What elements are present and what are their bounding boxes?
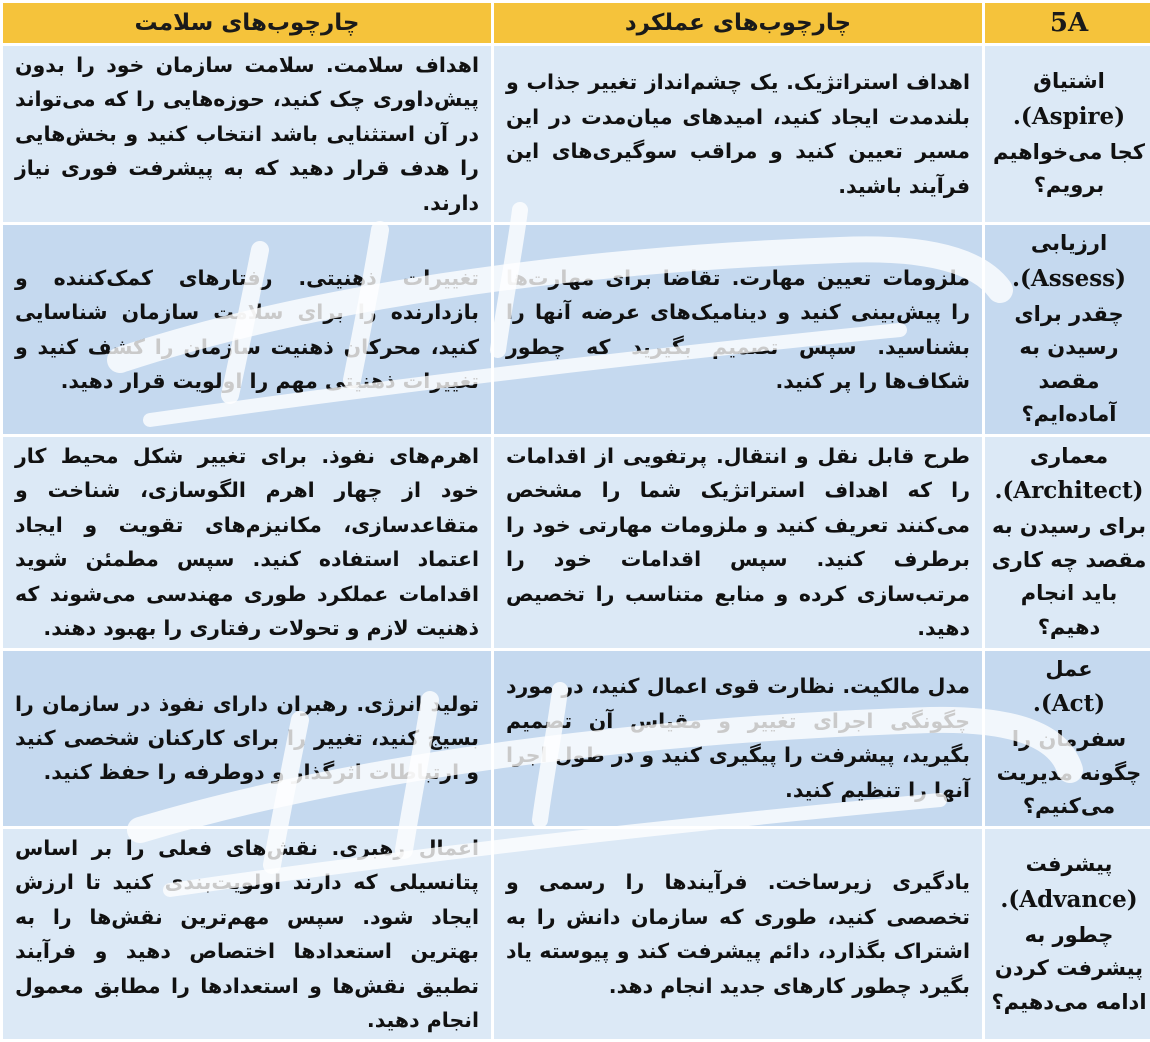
stage-name: اشتیاق <box>1033 69 1105 94</box>
stage-cell <box>985 225 1150 434</box>
stage-question: چقدر برای رسیدن به مقصد آماده‌ایم؟ <box>1014 301 1124 427</box>
health-cell: تغییرات ذهنیتی. رفتارهای کمک‌کننده و بازدارنده را برای سلامت سازمان شناسایی کنید، محرکان ذهنیت سازمان را کشف کنید و تغییرات ذهنیتی مهم را اولویت قرار دهید. <box>3 225 491 434</box>
performance-cell: مدل مالکیت. نظارت قوی اعمال کنید، در مورد چگونگی اجرای تغییر و مقیاس آن تصمیم بگیرید، پیشرفت را پیگیری کنید و در طول اجرا آنها را تنظیم کنید. <box>494 651 982 826</box>
performance-cell: اهداف استراتژیک. یک چشم‌انداز تغییر جذاب و بلندمدت ایجاد کنید، امیدهای میان‌مدت در این مسیر تعیین کنید و مراقب سوگیری‌های این فرآیند باشید. <box>494 46 982 222</box>
stage-question: کجا می‌خواهیم برویم؟ <box>993 139 1145 198</box>
stage-english: (Aspire). <box>1012 102 1126 130</box>
stage-cell <box>985 651 1150 826</box>
performance-cell: طرح قابل نقل و انتقال. پرتفویی از اقدامات را که اهداف استراتژیک شما را مشخص می‌کنند تعریف کنید و ملزومات مهارتی خود را برطرف کنید. سپس اقدامات خود را مرتب‌سازی کرده و منابع متناسب را تخصیص دهید. <box>494 437 982 648</box>
table-row <box>3 46 1150 222</box>
table-row <box>3 829 1150 1040</box>
stage-question: برای رسیدن به مقصد چه کاری باید انجام دهیم؟ <box>991 514 1147 640</box>
header-row <box>3 3 1150 43</box>
stage-english: (Advance). <box>1000 886 1138 914</box>
stage-name: ارزیابی <box>1030 231 1108 256</box>
stage-english: (Architect). <box>994 477 1144 505</box>
header-health: چارچوب‌های سلامت <box>3 3 491 43</box>
health-cell: تولید انرژی. رهبران دارای نفوذ در سازمان را بسیج کنید، تغییر را برای کارکنان شخصی کنید و ارتباطات اثرگذار و دوطرفه را حفظ کنید. <box>3 651 491 826</box>
stage-name: عمل <box>1045 656 1093 681</box>
table-row <box>3 651 1150 826</box>
stage-cell <box>985 829 1150 1040</box>
stage-english: (Act). <box>1032 690 1106 718</box>
health-cell: اعمال رهبری. نقش‌های فعلی را بر اساس پتانسیلی که دارند اولویت‌بندی کنید تا ارزش ایجاد شود. سپس مهم‌ترین نقش‌ها را به بهترین استعدادها اختصاص دهید و فرآیند تطبیق نقش‌ها و استعدادها را مطابق معمول انجام دهید. <box>3 829 491 1040</box>
performance-cell: یادگیری زیرساخت. فرآیندها را رسمی و تخصصی کنید، طوری که سازمان دانش را به اشتراک بگذارد، دائم پیشرفت کند و پیوسته یاد بگیرد چطور کارهای جدید انجام دهد. <box>494 829 982 1040</box>
header-5a: 5A <box>985 3 1150 43</box>
performance-cell: ملزومات تعیین مهارت. تقاضا برای مهارت‌ها را پیش‌بینی کنید و دینامیک‌های عرضه آنها را بشناسید. سپس تصمیم بگیرید که چطور شکاف‌ها را پر کنید. <box>494 225 982 434</box>
stage-question: چطور به پیشرفت کردن ادامه می‌دهیم؟ <box>991 922 1147 1015</box>
stage-cell <box>985 46 1150 222</box>
health-cell: اهداف سلامت. سلامت سازمان خود را بدون پیش‌داوری چک کنید، حوزه‌هایی را که می‌تواند در آن استثنایی باشد انتخاب کنید و بخش‌هایی را هدف قرار دهید که به پیشرفت فوری نیاز دارند. <box>3 46 491 222</box>
stage-question: سفرمان را چگونه مدیریت می‌کنیم؟ <box>996 726 1142 819</box>
table-row <box>3 437 1150 648</box>
stage-name: پیشرفت <box>1025 852 1113 877</box>
table-row <box>3 225 1150 434</box>
header-performance: چارچوب‌های عملکرد <box>494 3 982 43</box>
stage-cell <box>985 437 1150 648</box>
stage-english: (Assess). <box>1011 264 1127 292</box>
health-cell: اهرم‌های نفوذ. برای تغییر شکل محیط کار خود از چهار اهرم الگوسازی، شناخت و متقاعدسازی، مکانیزم‌های تقویت و ایجاد اعتماد استفاده کنید. سپس مطمئن شوید اقدامات عملکرد طوری مهندسی می‌شوند که ذهنیت لازم و تحولات رفتاری را بهبود دهند. <box>3 437 491 648</box>
stage-name: معماری <box>1029 443 1109 468</box>
